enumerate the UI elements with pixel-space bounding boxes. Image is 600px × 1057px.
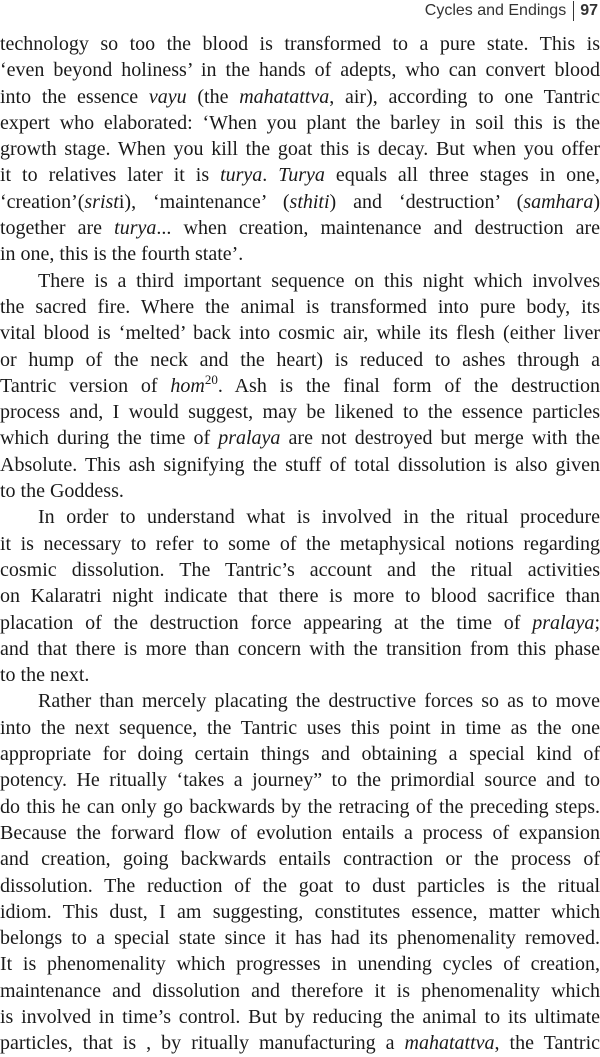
text-line: do this he can only go backwards by the retracing of the preceding steps. [0, 795, 600, 818]
text-line: process and, I would suggest, may be likened to the essence particles [0, 401, 600, 424]
italic-term: srist [84, 190, 119, 213]
text-line: ‘even beyond holiness’ in the hands of adepts, who can convert blood [0, 59, 600, 82]
italic-term: Turya [278, 164, 325, 187]
text-line: and that there is more than concern with the transition from this phase [0, 637, 600, 660]
italic-term: hom [170, 374, 205, 397]
text-line: growth stage. When you kill the goat this is decay. But when you offer [0, 138, 600, 161]
text-line: vital blood is ‘melted’ back into cosmic air, while its flesh (either liver [0, 322, 600, 345]
text-line: cosmic dissolution. The Tantric’s account and the ritual activities [0, 558, 600, 581]
text-line: and creation, going backwards entails contraction or the process of [0, 848, 600, 871]
page-number: 97 [580, 2, 598, 19]
text-line: which during the time of pralaya are not destroyed but merge with the [0, 427, 600, 450]
text-line: Absolute. This ash signifying the stuff of total dissolution is also given [0, 453, 600, 476]
italic-term: samhara [523, 190, 594, 213]
text-line: to the Goddess. [0, 480, 124, 503]
text-line: the sacred fire. Where the animal is transformed into pure body, its [0, 295, 600, 318]
text-line: There is a third important sequence on this night which involves [38, 269, 600, 292]
text-line: belongs to a special state since it has had its phenomenality removed. [0, 927, 600, 950]
text-line: in one, this is the fourth state’. [0, 243, 244, 266]
text-line: Rather than mercely placating the destructive forces so as to move [38, 690, 600, 713]
text-line: expert who elaborated: ‘When you plant the barley in soil this is the [0, 111, 600, 134]
text-line: potency. He ritually ‘takes a journey” to the primordial source and to [0, 769, 600, 792]
text-line: is involved in time’s control. But by reducing the animal to its ultimate [0, 1005, 600, 1028]
italic-term: mahatattva [239, 85, 330, 108]
italic-term: turya [220, 164, 263, 187]
text-line: placation of the destruction force appearing at the time of pralaya; [0, 611, 600, 634]
text-line: technology so too the blood is transformed to a pure state. This is [0, 33, 600, 55]
text-line: In order to understand what is involved in the ritual procedure [38, 506, 600, 529]
text-line: dissolution. The reduction of the goat to dust particles is the ritual [0, 874, 600, 897]
italic-term: mahatattva [404, 1032, 495, 1055]
italic-term: sthiti [289, 190, 330, 213]
body-text [0, 31, 600, 1057]
italic-term: pralaya [532, 611, 595, 634]
italic-term: pralaya [218, 427, 281, 450]
text-line: to the next. [0, 664, 90, 687]
text-line: idiom. This dust, I am suggesting, constitutes essence, matter which [0, 900, 600, 923]
text-line: or hump of the neck and the heart) is reduced to ashes through a [0, 348, 600, 371]
text-line: It is phenomenality which progresses in unending cycles of creation, [0, 953, 600, 976]
text-line: particles, that is , by ritually manufacturing a mahatattva, the Tantric [0, 1032, 600, 1055]
text-line: ‘creation’(sristi), ‘maintenance’ (sthiti) and ‘destruction’ (samhara) [0, 190, 600, 213]
text-line: Because the forward flow of evolution entails a process of expansion [0, 821, 600, 844]
text-line: together are turya... when creation, maintenance and destruction are [0, 217, 600, 240]
text-line: on Kalaratri night indicate that there is more to blood sacrifice than [0, 585, 600, 608]
header-divider [573, 1, 574, 21]
footnote-marker: 20 [204, 371, 218, 387]
text-line: appropriate for doing certain things and obtaining a special kind of [0, 743, 600, 766]
text-line: into the next sequence, the Tantric uses this point in time as the one [0, 716, 600, 739]
text-line: Tantric version of hom$^{20}$. Ash is the final form of the destruction [0, 371, 600, 397]
italic-term: vayu [148, 85, 187, 108]
text-line: it to relatives later it is turya. Turya equals all three stages in one, [0, 164, 600, 187]
running-header [425, 0, 600, 22]
text-line: into the essence vayu (the mahatattva, air), according to one Tantric [0, 85, 600, 108]
italic-term: turya [114, 217, 157, 240]
text-line: maintenance and dissolution and therefore it is phenomenality which [0, 979, 600, 1002]
running-title: Cycles and Endings [424, 2, 567, 19]
text-line: it is necessary to refer to some of the metaphysical notions regarding [0, 532, 600, 555]
